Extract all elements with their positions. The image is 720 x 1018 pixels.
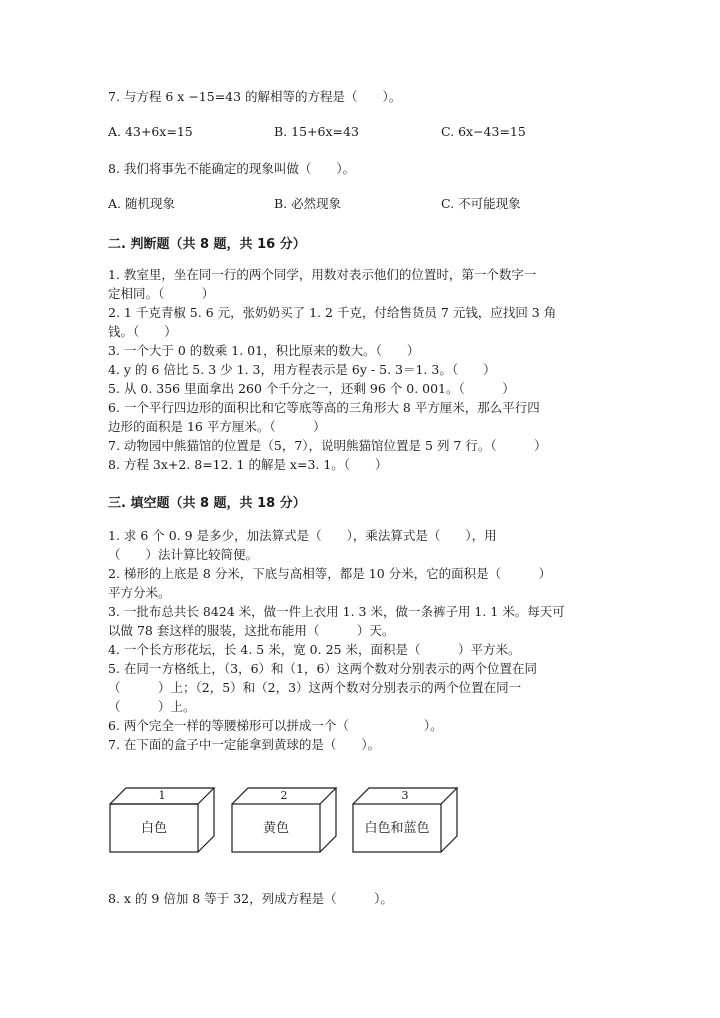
section3-line: （ ）上；（2，5）和（2，3）这两个数对分别表示的两个位置在同一 [108,680,522,695]
section2-line: 边形的面积是 16 平方厘米。（ ） [108,419,326,434]
section3-title: 三. 填空题（共 8 题，共 18 分） [108,496,306,511]
section3-line: （ ）法计算比较简便。 [108,547,259,562]
section3-line: 3. 一批布总共长 8424 米，做一件上衣用 1. 3 米，做一条裤子用 1. 1 米。每天可 [108,604,565,619]
section2-line: 3. 一个大于 0 的数乘 1. 01，积比原来的数大。（ ） [108,343,420,358]
section3-line: 5. 在同一方格纸上，（3，6）和（1，6）这两个数对分别表示的两个位置在同 [108,661,537,676]
section3-line: 7. 在下面的盒子中一定能拿到黄球的是（ ）。 [108,737,381,752]
section3-line: 平方分米。 [108,585,171,600]
box-1-number: 1 [158,789,166,802]
section3-last-line: 8. x 的 9 倍加 8 等于 32，列成方程是（ ）。 [108,891,393,906]
box-2-number: 2 [280,789,288,802]
section2-line: 定相同。（ ） [108,286,215,301]
section3-line: 以做 78 套这样的服装，这批布能用（ ）天。 [108,623,395,638]
section2-line: 7. 动物园中熊猫馆的位置是（5，7），说明熊猫馆位置是 5 列 7 行。（ ） [108,438,547,453]
section3-line: 6. 两个完全一样的等腰梯形可以拼成一个（ ）。 [108,718,443,733]
q7-option-b: B. 15+6x=43 [274,124,359,139]
box-1-label: 白色 [140,821,168,836]
section2-line: 8. 方程 3x+2. 8=12. 1 的解是 x=3. 1。（ ） [108,457,388,472]
section2-line: 1. 教室里，坐在同一行的两个同学，用数对表示他们的位置时，第一个数字一 [108,267,537,282]
section2-line: 5. 从 0. 356 里面拿出 260 个千分之一，还剩 96 个 0. 001。（ ） [108,381,515,396]
q8-stem: 8. 我们将事先不能确定的现象叫做（ ）。 [108,161,356,176]
section3-line: 4. 一个长方形花坛，长 4. 5 米，宽 0. 25 米，面积是（ ）平方米。 [108,642,521,657]
section2-line: 4. y 的 6 倍比 5. 3 少 1. 3，用方程表示是 6y - 5. 3＝1. 3。（ ） [108,362,496,377]
q7-stem: 7. 与方程 6 x −15=43 的解相等的方程是（ ）。 [108,89,402,104]
section2-line: 2. 1 千克青椒 5. 6 元，张奶奶买了 1. 2 千克，付给售货员 7 元钱，应找回 3 角 [108,305,557,320]
boxes-figure [108,784,468,856]
q8-option-b: B. 必然现象 [274,196,342,211]
box-3-label: 白色和蓝色 [364,821,430,836]
q7-option-c: C. 6x−43=15 [441,124,526,139]
section3-line: （ ）上。 [108,699,196,714]
section2-line: 钱。（ ） [108,324,177,339]
q8-option-a: A. 随机现象 [108,196,175,211]
section2-title: 二. 判断题（共 8 题，共 16 分） [108,237,306,252]
q7-option-a: A. 43+6x=15 [108,124,193,139]
box-2-label: 黄色 [262,821,290,836]
q8-option-c: C. 不可能现象 [441,196,521,211]
section3-line: 1. 求 6 个 0. 9 是多少，加法算式是（ ），乘法算式是（ ），用 [108,528,497,543]
box-3-number: 3 [401,789,409,802]
section2-line: 6. 一个平行四边形的面积比和它等底等高的三角形大 8 平方厘米，那么平行四 [108,400,540,415]
section3-line: 2. 梯形的上底是 8 分米，下底与高相等，都是 10 分米，它的面积是（ ） [108,566,552,581]
